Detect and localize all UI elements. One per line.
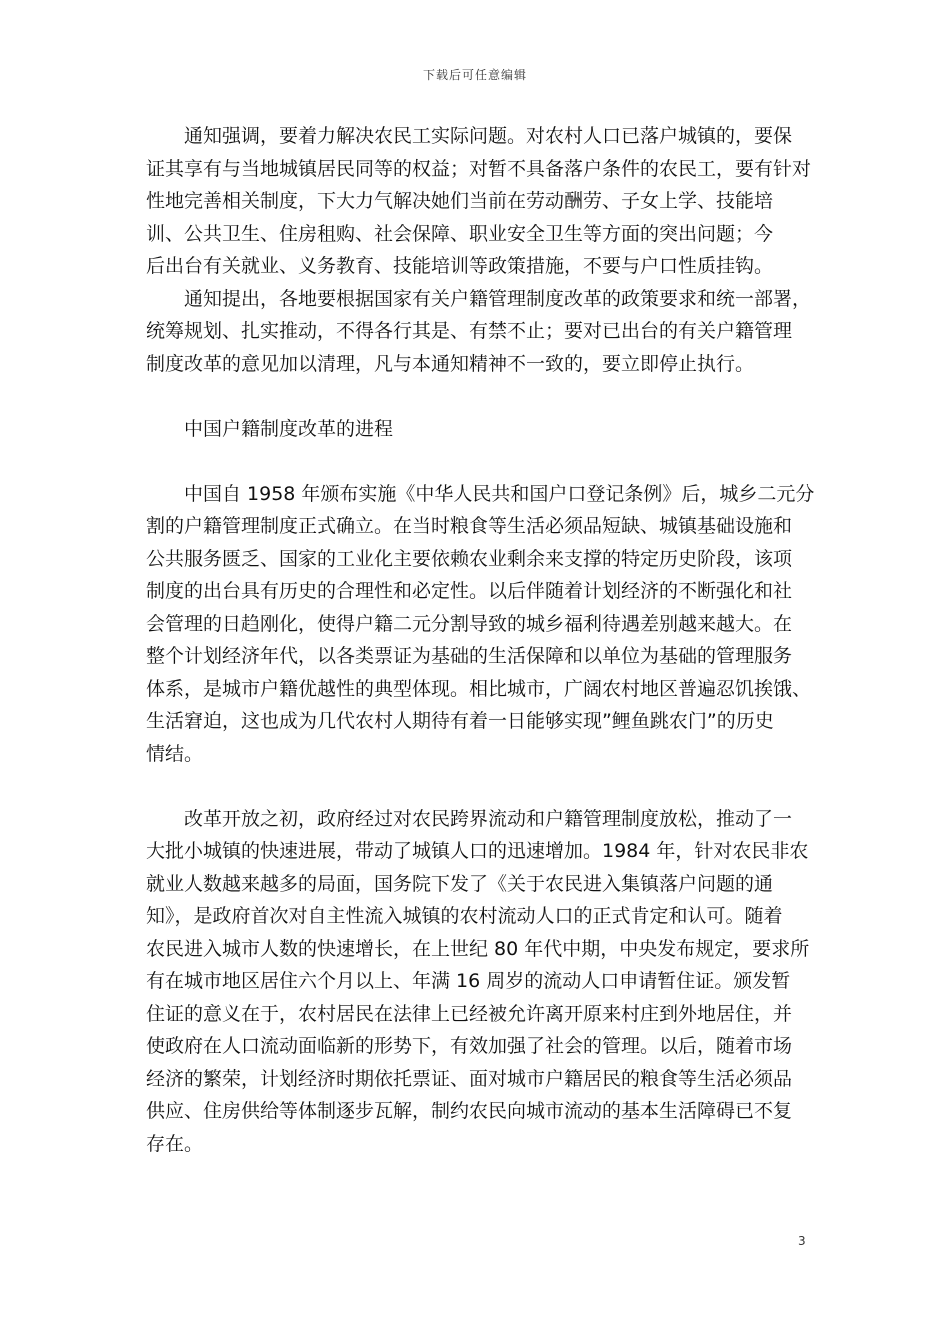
section-heading: [146, 413, 810, 446]
text-line: 体系，是城市户籍优越性的典型体现。相比城市，广阔农村地区普遍忍饥挨饿、: [146, 677, 812, 700]
document-body: [146, 120, 815, 1160]
paragraph-reform-opening: [146, 803, 810, 1161]
text-line: 证其享有与当地城镇居民同等的权益；对暂不具备落户条件的农民工，要有针对: [146, 157, 812, 180]
text-line: 经济的繁荣，计划经济时期依托票证、面对城市户籍居民的粮食等生活必须品: [146, 1067, 793, 1090]
text-line: 供应、住房供给等体制逐步瓦解，制约农民向城市流动的基本生活障碍已不复: [146, 1100, 793, 1122]
text-line: 大批小城镇的快速进展，带动了城镇人口的迅速增加。1984 年，针对农民非农: [146, 840, 809, 862]
paragraph-gap: [146, 445, 810, 478]
text-line: 后出台有关就业、义务教育、技能培训等政策措施，不要与户口性质挂钩。: [146, 255, 774, 277]
text-line: 住证的意义在于，农村居民在法律上已经被允许离开原来村庄到外地居住，并: [146, 1002, 793, 1025]
paragraph-gap: [146, 380, 810, 413]
text-line: 通知强调，要着力解决农民工实际问题。对农村人口已落户城镇的，要保: [184, 125, 793, 147]
text-line: 改革开放之初，政府经过对农民跨界流动和户籍管理制度放松，推动了一: [184, 807, 793, 830]
text-line: 使政府在人口流动面临新的形势下，有效加强了社会的管理。以后，随着市场: [146, 1035, 793, 1057]
text-line: 中国自 1958 年颁布实施《中华人民共和国户口登记条例》后，城乡二元分: [184, 482, 815, 505]
text-line: 统筹规划、扎实推动，不得各行其是、有禁不止；要对已出台的有关户籍管理: [146, 320, 793, 342]
section-heading-text: 中国户籍制度改革的进程: [184, 417, 394, 440]
text-line: 公共服务匮乏、国家的工业化主要依赖农业剩余来支撑的特定历史阶段，该项: [146, 547, 793, 570]
text-line: 知》，是政府首次对自主性流入城镇的农村流动人口的正式肯定和认可。随着: [146, 905, 783, 927]
text-line: 性地完善相关制度，下大力气解决她们当前在劳动酬劳、子女上学、技能培: [146, 190, 774, 212]
text-line: 制度改革的意见加以清理，凡与本通知精神不一致的，要立即停止执行。: [146, 352, 755, 375]
text-line: 通知提出，各地要根据国家有关户籍管理制度改革的政策要求和统一部署，: [184, 287, 812, 310]
paragraph-notice-proposal: [146, 283, 810, 381]
page-header: 下载后可任意编辑: [422, 68, 527, 82]
paragraph-gap: [146, 770, 810, 803]
page-number: 3: [798, 1234, 806, 1248]
text-line: 农民进入城市人数的快速增长，在上世纪 80 年代中期，中央发布规定，要求所: [146, 937, 810, 960]
text-line: 就业人数越来越多的局面，国务院下发了《关于农民进入集镇落户问题的通: [146, 872, 774, 895]
text-line: 存在。: [146, 1132, 204, 1155]
paragraph-history: [146, 478, 815, 771]
paragraph-notice-emphasis: [146, 120, 810, 283]
text-line: 整个计划经济年代，以各类票证为基础的生活保障和以单位为基础的管理服务: [146, 645, 793, 667]
text-line: 生活窘迫，这也成为几代农村人期待有着一日能够实现”鲤鱼跳农门”的历史: [146, 710, 774, 732]
text-line: 制度的出台具有历史的合理性和必定性。以后伴随着计划经济的不断强化和社: [146, 580, 793, 602]
text-line: 割的户籍管理制度正式确立。在当时粮食等生活必须品短缺、城镇基础设施和: [146, 515, 793, 537]
text-line: 情结。: [146, 742, 204, 765]
text-line: 会管理的日趋刚化，使得户籍二元分割导致的城乡福利待遇差别越来越大。在: [146, 612, 793, 635]
text-line: 训、公共卫生、住房租购、社会保障、职业安全卫生等方面的突出问题；今: [146, 222, 774, 245]
text-line: 有在城市地区居住六个月以上、年满 16 周岁的流动人口申请暂住证。颁发暂: [146, 970, 791, 992]
